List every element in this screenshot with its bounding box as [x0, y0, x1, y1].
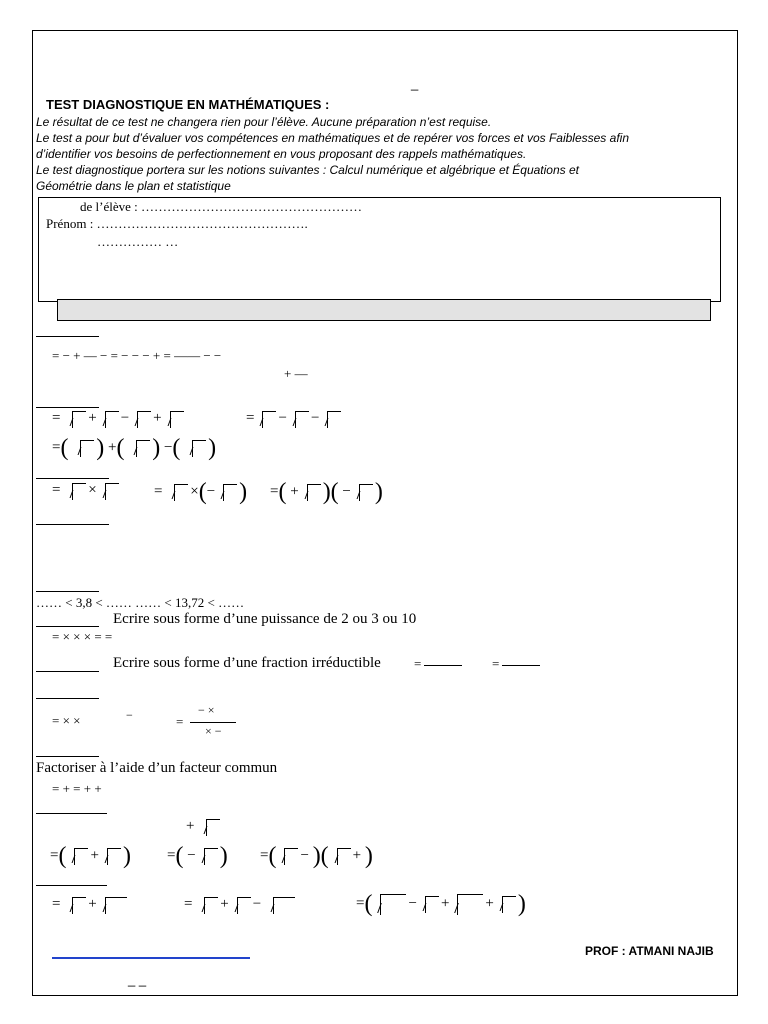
- sqrt-symbol: [332, 848, 350, 864]
- footer-link-line[interactable]: [52, 957, 250, 959]
- scientific-numerator: − ×: [198, 703, 215, 717]
- sqrt-symbol: [375, 894, 405, 914]
- sqrt-symbol: [100, 483, 118, 499]
- nested-radical-a: = +: [52, 896, 129, 913]
- sqrt-symbol: [290, 411, 308, 427]
- sqrt-symbol: [354, 484, 372, 500]
- top-mark: _: [411, 76, 419, 91]
- sqrt-symbol: [322, 411, 340, 427]
- student-name-field[interactable]: de l’élève : ……………………………………………: [80, 199, 362, 214]
- fraction-instruction: Ecrire sous forme d’une fraction irréductible: [113, 655, 381, 671]
- exercise-8-underline: [36, 698, 99, 699]
- sqrt-symbol: [187, 440, 205, 456]
- factor-instruction: Factoriser à l’aide d’un facteur commun: [36, 760, 278, 776]
- scientific-fraction-bar: [190, 722, 236, 723]
- sqrt-symbol: [100, 897, 126, 913]
- student-extra-field[interactable]: …………… …: [97, 234, 179, 249]
- sqrt-symbol: [218, 484, 236, 500]
- sqrt-symbol: [169, 484, 187, 500]
- sqrt-symbol: [420, 896, 438, 912]
- exercise-10-underline: [36, 813, 107, 814]
- radical-expression-b: = − −: [246, 410, 343, 427]
- fraction-expression-b: [492, 656, 543, 672]
- sqrt-symbol: [497, 896, 515, 912]
- radical-expression-d: = ×: [52, 482, 121, 499]
- exercise-1-fraction-denominator: + —: [284, 366, 308, 381]
- exercise-9-underline: [36, 756, 99, 757]
- scientific-expression-left: = × ×: [52, 713, 81, 728]
- exercise-6-underline: [36, 626, 99, 627]
- puissance-expressions: = × × × = =: [52, 629, 113, 644]
- exercise-3-underline: [36, 478, 109, 479]
- equals-sign: =: [414, 656, 422, 671]
- sqrt-symbol: [302, 484, 320, 500]
- radical-expression-e: = ×(− ): [154, 479, 248, 505]
- sqrt-symbol: [102, 848, 120, 864]
- sqrt-symbol: [131, 440, 149, 456]
- identity-expression-c: =( − )( + ): [260, 843, 373, 869]
- intro-line-4: Le test diagnostique portera sur les notions suivantes : Calcul numérique et algébrique et Équations et: [36, 163, 579, 177]
- exercise-5-underline: [36, 591, 99, 592]
- fraction-bar: [502, 665, 540, 666]
- identity-numerator: +: [186, 818, 222, 835]
- exercise-11-underline: [36, 885, 107, 886]
- identity-expression-a: =( + ): [50, 843, 131, 869]
- test-title: TEST DIAGNOSTIQUE EN MATHÉMATIQUES :: [46, 97, 330, 112]
- intro-line-3: d’identifier vos besoins de perfectionnement en vous proposant des rappels mathématiques.: [36, 147, 527, 161]
- intro-line-2: Le test a pour but d’évaluer vos compétences en mathématiques et de repérer vos forces et vos Faiblesses afin: [36, 131, 629, 145]
- intro-line-1: Le résultat de ce test ne changera rien pour l’élève. Aucune préparation n’est requise.: [36, 115, 492, 129]
- sqrt-symbol: [67, 483, 85, 499]
- sqrt-symbol: [452, 894, 482, 914]
- grey-band: [57, 299, 711, 321]
- sqrt-symbol: [201, 819, 219, 835]
- factor-expressions: = + = + +: [52, 781, 102, 796]
- exercise-2-underline: [36, 407, 99, 408]
- exercise-1-underline: [36, 336, 99, 337]
- sqrt-symbol: [75, 440, 93, 456]
- sqrt-symbol: [100, 411, 118, 427]
- sqrt-symbol: [69, 848, 87, 864]
- sqrt-symbol: [257, 411, 275, 427]
- bottom-marks: _ _: [128, 972, 147, 987]
- sqrt-symbol: [67, 897, 85, 913]
- identity-expression-b: =( − ): [167, 843, 228, 869]
- fraction-expression-a: [414, 656, 465, 672]
- sqrt-symbol: [232, 897, 250, 913]
- exercise-4-underline: [36, 524, 109, 525]
- radical-expression-f: =( + )( − ): [270, 479, 383, 505]
- puissance-instruction: Ecrire sous forme d’une puissance de 2 ou 3 ou 10: [113, 611, 417, 627]
- sqrt-symbol: [199, 897, 217, 913]
- nested-radical-b: = + −: [184, 896, 297, 913]
- scientific-denominator: × −: [205, 724, 222, 738]
- exercise-1-expressions: = − + — − = − − − + = —— − −: [52, 348, 222, 363]
- exercise-7-underline: [36, 671, 99, 672]
- equals-sign: =: [176, 714, 184, 729]
- sqrt-symbol: [279, 848, 297, 864]
- author-credit: PROF : ATMANI NAJIB: [585, 944, 714, 958]
- sqrt-symbol: [199, 848, 217, 864]
- nested-radical-c: =( − + + ): [356, 891, 526, 917]
- radical-expression-a: = + − +: [52, 410, 186, 427]
- equals-sign: =: [492, 656, 500, 671]
- student-firstname-field[interactable]: Prénom : ………………………………………….: [46, 216, 308, 231]
- sqrt-symbol: [132, 411, 150, 427]
- sqrt-symbol: [268, 897, 294, 913]
- radical-expression-c: =( ) +( ) −( ): [52, 435, 217, 461]
- scientific-exponent: −: [126, 708, 133, 722]
- sqrt-symbol: [67, 411, 85, 427]
- encadrement-line: …… < 3,8 < …… …… < 13,72 < ……: [36, 595, 245, 610]
- fraction-bar: [424, 665, 462, 666]
- sqrt-symbol: [165, 411, 183, 427]
- intro-line-5: Géométrie dans le plan et statistique: [36, 179, 231, 193]
